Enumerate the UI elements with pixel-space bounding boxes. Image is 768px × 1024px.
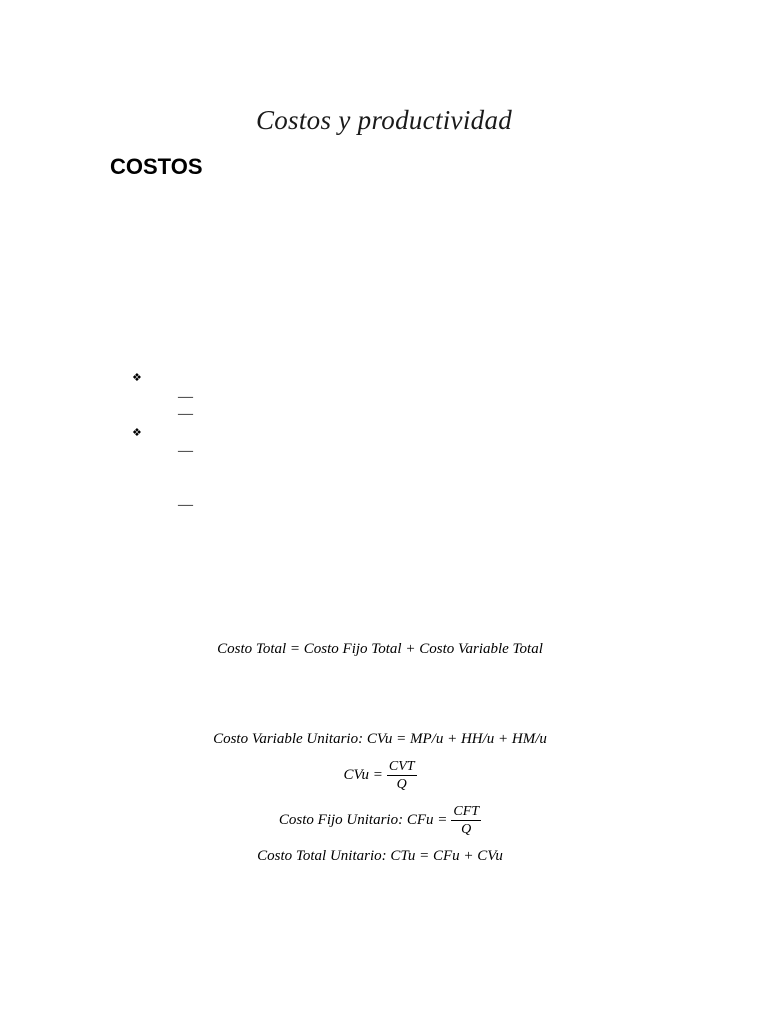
dash-bullet: — <box>178 406 193 422</box>
formula-label: Costo Fijo Unitario: CFu = <box>278 812 448 828</box>
formula-cvu-fraction <box>0 755 760 795</box>
fraction <box>451 803 481 838</box>
formula-costo-variable-unitario: Costo Variable Unitario: CVu = MP/u + HH/u + HM/u <box>213 731 547 747</box>
formula-costo-total: Costo Total = Costo Fijo Total + Costo Variable Total <box>217 641 543 657</box>
diamond-bullet-icon: ❖ <box>132 426 142 439</box>
formula-costo-fijo-unitario <box>0 800 760 840</box>
dash-bullet: — <box>178 389 193 405</box>
section-heading: COSTOS <box>110 154 203 179</box>
fraction-numerator: CVT <box>388 758 415 774</box>
diamond-bullet-icon: ❖ <box>132 371 142 384</box>
dash-bullet: — <box>178 497 193 513</box>
fraction-denominator: Q <box>461 821 472 837</box>
dash-bullet: — <box>178 443 193 459</box>
fraction <box>387 758 417 793</box>
fraction-denominator: Q <box>396 776 407 792</box>
formula-label: CVu = <box>343 767 383 783</box>
fraction-numerator: CFT <box>453 803 480 819</box>
document-title: Costos y productividad <box>255 105 513 135</box>
formula-costo-total-unitario: Costo Total Unitario: CTu = CFu + CVu <box>257 848 503 864</box>
